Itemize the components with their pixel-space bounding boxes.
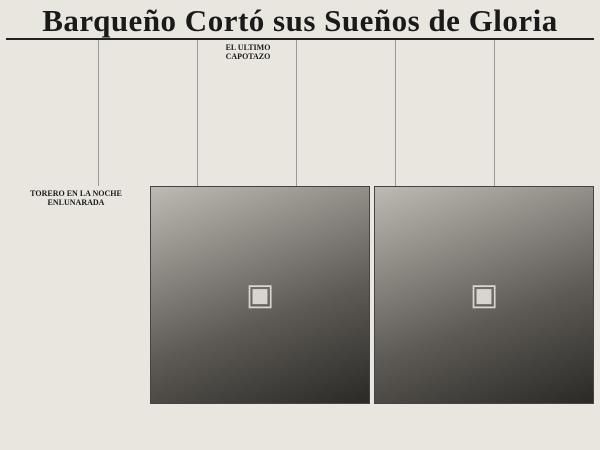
bottom-column-2 (263, 436, 370, 448)
photo-bullfight (150, 186, 370, 404)
article-column-1 (6, 40, 99, 186)
photo-icon: ▣ (469, 277, 499, 313)
article-column-6 (501, 40, 594, 186)
article-column-5 (402, 40, 495, 186)
left-column (6, 186, 146, 444)
bottom-column-3 (375, 436, 482, 448)
photo-icon: ▣ (245, 277, 275, 313)
left-column-subhead: TORERO EN LA NOCHE ENLUNARADA (30, 189, 122, 207)
article-columns (6, 40, 594, 186)
photo-caption (150, 406, 594, 436)
bottom-columns (150, 436, 594, 448)
page-headline: Barqueño Cortó sus Sueños de Gloria (6, 4, 594, 40)
bottom-column-1 (150, 436, 257, 448)
section-subhead: EL ULTIMO CAPOTAZO (225, 43, 271, 61)
article-column-2 (105, 40, 198, 186)
article-column-3 (204, 40, 297, 186)
photo-portrait (374, 186, 594, 404)
article-column-4 (303, 40, 396, 186)
bottom-column-4 (488, 436, 595, 448)
photo-strip (150, 186, 594, 404)
